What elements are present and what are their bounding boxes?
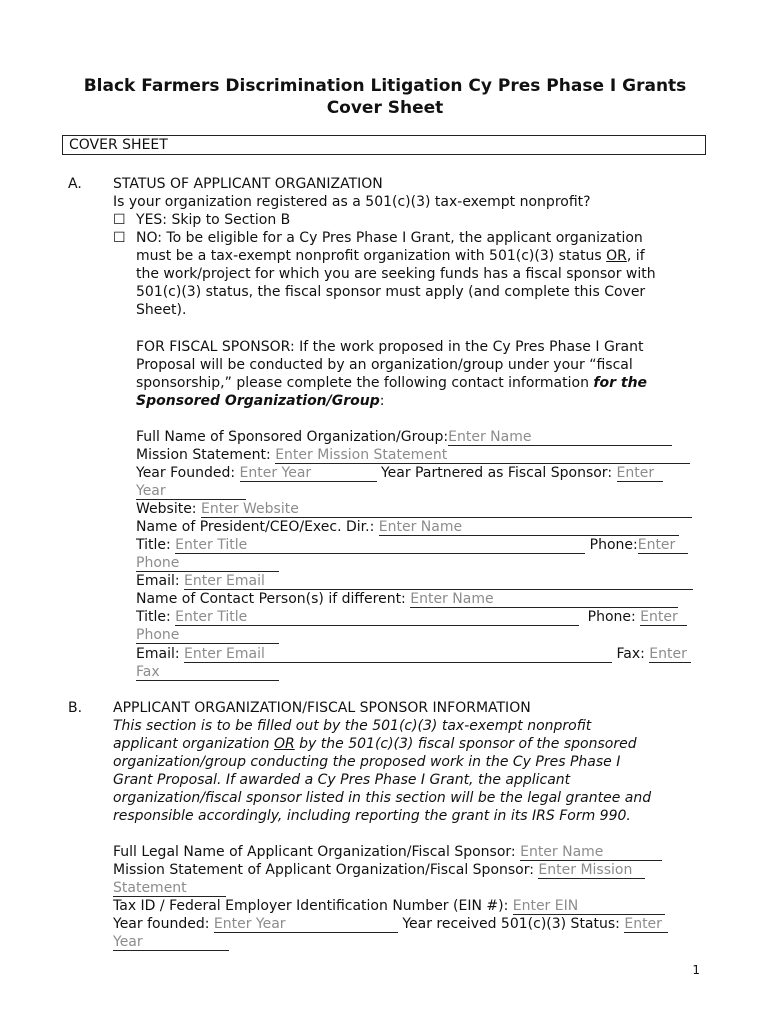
president-field: Name of President/CEO/Exec. Dir.: Enter Name — [136, 518, 679, 536]
legal-name-field: Full Legal Name of Applicant Organization/Fiscal Sponsor: Enter Name — [113, 843, 662, 861]
section-b-letter: B. — [68, 700, 83, 716]
website-field: Website: Enter Website — [136, 500, 692, 518]
year-partnered-input-cont[interactable]: Year — [136, 483, 246, 500]
year-founded-input[interactable]: Enter Year — [240, 465, 377, 482]
no-option-line3: the work/project for which you are seeking funds has a fiscal sponsor with — [136, 266, 656, 282]
section-b-desc-line6: responsible accordingly, including reporting the grant in its IRS Form 990. — [113, 808, 631, 824]
sponsored-org-name-field: Full Name of Sponsored Organization/Group:Enter Name — [136, 428, 672, 446]
legal-name-input[interactable]: Enter Name — [520, 844, 662, 861]
phone2-cont — [136, 626, 279, 644]
contact-person-field: Name of Contact Person(s) if different: Enter Name — [136, 590, 678, 608]
fiscal-sponsor-line1: FOR FISCAL SPONSOR: If the work proposed in the Cy Pres Phase I Grant — [136, 339, 644, 355]
phone1-cont — [136, 554, 279, 572]
applicant-mission-field: Mission Statement of Applicant Organization/Fiscal Sponsor: Enter Mission — [113, 861, 645, 879]
phone2-input-cont[interactable]: Phone — [136, 627, 279, 644]
ein-input[interactable]: Enter EIN — [513, 898, 665, 915]
year-received-cont — [113, 933, 229, 951]
section-b-desc-line3: organization/group conducting the proposed work in the Cy Pres Phase I — [113, 754, 621, 770]
or-emphasis: OR — [606, 248, 627, 264]
title2-input[interactable]: Enter Title — [175, 609, 579, 626]
year-founded-row: Year Founded: Enter Year Year Partnered as Fiscal Sponsor: Enter — [136, 464, 663, 482]
section-a-heading: STATUS OF APPLICANT ORGANIZATION — [113, 176, 383, 192]
phone1-input[interactable]: Enter — [638, 537, 688, 554]
website-input[interactable]: Enter Website — [201, 501, 692, 518]
fax-input[interactable]: Enter — [649, 646, 691, 663]
no-option-label-line1: NO: To be eligible for a Cy Pres Phase I Grant, the applicant organization — [136, 230, 643, 246]
year-partnered-cont — [136, 482, 246, 500]
section-b-desc-line1: This section is to be filled out by the 501(c)(3) tax-exempt nonprofit — [113, 718, 592, 734]
contact-person-input[interactable]: Enter Name — [410, 591, 678, 608]
sponsored-mission-field: Mission Statement: Enter Mission Statement — [136, 446, 690, 464]
applicant-mission-cont — [113, 879, 226, 897]
fax-cont — [136, 663, 279, 681]
title-line-2: Cover Sheet — [326, 98, 444, 118]
fax-input-cont[interactable]: Fax — [136, 664, 279, 681]
cover-sheet-header-box: COVER SHEET — [62, 135, 706, 155]
ein-field: Tax ID / Federal Employer Identification Number (EIN #): Enter EIN — [113, 897, 665, 915]
fiscal-sponsor-line2: Proposal will be conducted by an organization/group under your “fiscal — [136, 357, 633, 373]
section-a-question: Is your organization registered as a 501(c)(3) tax-exempt nonprofit? — [113, 194, 591, 210]
yes-checkbox[interactable]: ☐ — [113, 212, 126, 228]
no-checkbox[interactable]: ☐ — [113, 230, 126, 246]
document-title — [0, 75, 770, 119]
fiscal-sponsor-line3: sponsorship,” please complete the following contact information for the — [136, 375, 648, 391]
title2-row: Title: Enter Title Phone: Enter — [136, 608, 687, 626]
phone2-input[interactable]: Enter — [640, 609, 687, 626]
title-line-1: Black Farmers Discrimination Litigation Cy Pres Phase I Grants — [83, 76, 687, 96]
section-a-letter: A. — [68, 176, 82, 192]
title1-row: Title: Enter Title Phone:Enter — [136, 536, 688, 554]
applicant-mission-input[interactable]: Enter Mission — [538, 862, 645, 879]
email1-input[interactable]: Enter Email — [184, 573, 693, 590]
applicant-year-founded-input[interactable]: Enter Year — [214, 916, 398, 933]
year-received-input-cont[interactable]: Year — [113, 934, 229, 951]
year-received-input[interactable]: Enter — [624, 916, 668, 933]
title1-input[interactable]: Enter Title — [175, 537, 585, 554]
page-number: 1 — [692, 963, 700, 977]
email2-input[interactable]: Enter Email — [184, 646, 612, 663]
no-option — [113, 229, 643, 247]
email2-row: Email: Enter Email Fax: Enter — [136, 645, 691, 663]
fiscal-sponsor-line4: Sponsored Organization/Group: — [136, 393, 385, 409]
phone1-input-cont[interactable]: Phone — [136, 555, 279, 572]
applicant-year-row: Year founded: Enter Year Year received 501(c)(3) Status: Enter — [113, 915, 668, 933]
email1-field: Email: Enter Email — [136, 572, 693, 590]
sponsored-mission-input[interactable]: Enter Mission Statement — [275, 447, 690, 464]
section-b-heading: APPLICANT ORGANIZATION/FISCAL SPONSOR INFORMATION — [113, 700, 531, 716]
year-partnered-input[interactable]: Enter — [617, 465, 663, 482]
sponsored-org-name-input[interactable]: Enter Name — [448, 429, 672, 446]
yes-option — [113, 211, 290, 229]
applicant-mission-input-cont[interactable]: Statement — [113, 880, 226, 897]
no-option-line4: 501(c)(3) status, the fiscal sponsor must apply (and complete this Cover — [136, 284, 646, 300]
yes-option-label: YES: Skip to Section B — [136, 212, 291, 228]
section-b-desc-line4: Grant Proposal. If awarded a Cy Pres Phase I Grant, the applicant — [113, 772, 571, 788]
no-option-line2: must be a tax-exempt nonprofit organization with 501(c)(3) status OR, if — [136, 248, 645, 264]
no-option-line5: Sheet). — [136, 302, 187, 318]
president-input[interactable]: Enter Name — [379, 519, 679, 536]
section-b-desc-line2: applicant organization OR by the 501(c)(3) fiscal sponsor of the sponsored — [113, 736, 637, 752]
section-b-desc-line5: organization/fiscal sponsor listed in this section will be the legal grantee and — [113, 790, 652, 806]
